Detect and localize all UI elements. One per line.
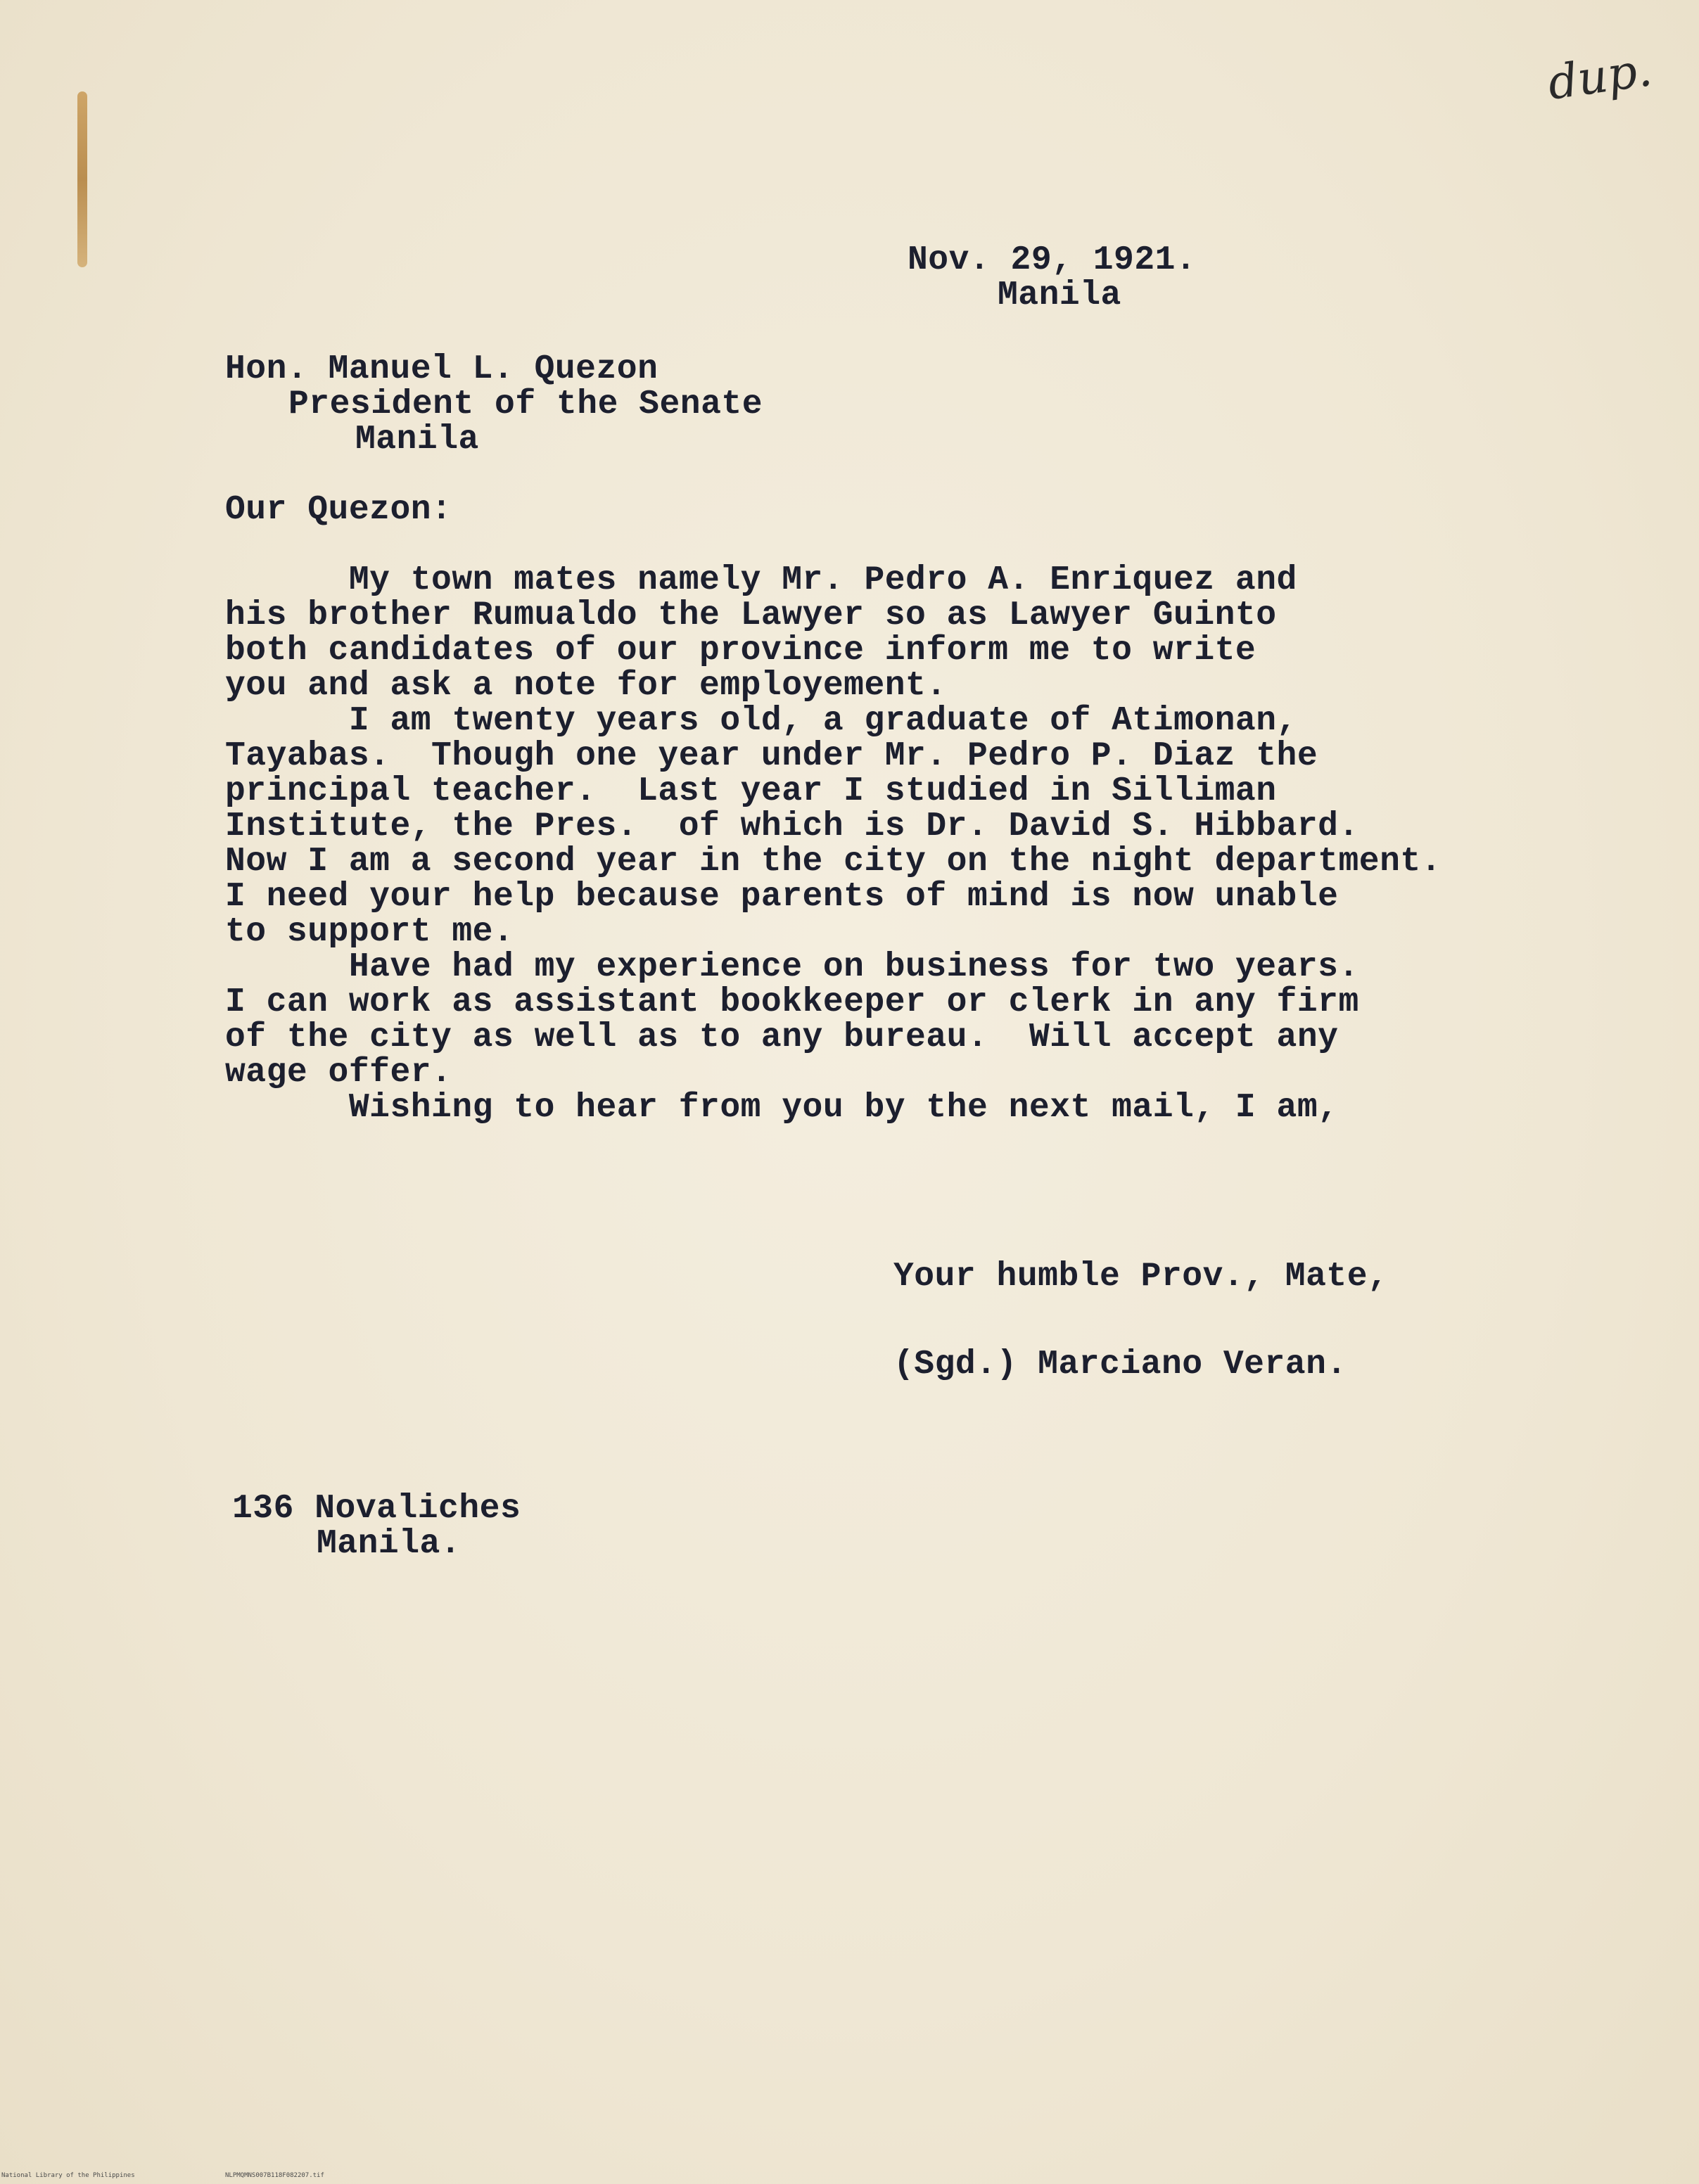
body-line: I can work as assistant bookkeeper or clerk in any firm	[225, 983, 1359, 1021]
footer-file-id: NLPMQMNS007B118F082207.tif	[225, 2172, 324, 2179]
body-line: both candidates of our province inform me to write	[225, 632, 1256, 670]
body-line: I need your help because parents of mind is now unable	[225, 878, 1339, 916]
recipient-title: President of the Senate	[288, 385, 763, 423]
body-line: to support me.	[225, 913, 514, 951]
letter-place: Manila	[998, 276, 1121, 314]
body-line: My town mates namely Mr. Pedro A. Enriquez and	[225, 561, 1297, 599]
body-line: of the city as well as to any bureau. Will accept any	[225, 1018, 1339, 1056]
footer-library: National Library of the Philippines	[1, 2172, 135, 2179]
sender-address-street: 136 Novaliches	[232, 1490, 521, 1528]
body-line: you and ask a note for employement.	[225, 667, 947, 705]
signature: (Sgd.) Marciano Veran.	[893, 1346, 1347, 1384]
body-line: principal teacher. Last year I studied in Silliman	[225, 772, 1277, 810]
handwritten-note: dup.	[1544, 42, 1655, 110]
closing: Your humble Prov., Mate,	[893, 1258, 1389, 1296]
sender-address-city: Manila.	[317, 1525, 462, 1563]
body-line: Tayabas. Though one year under Mr. Pedro P. Diaz the	[225, 737, 1318, 775]
body-line: wage offer.	[225, 1054, 452, 1092]
body-line: Wishing to hear from you by the next mail, I am,	[225, 1089, 1339, 1127]
body-line: his brother Rumualdo the Lawyer so as Lawyer Guinto	[225, 596, 1277, 634]
recipient-city: Manila	[355, 421, 479, 459]
recipient-name: Hon. Manuel L. Quezon	[225, 350, 658, 388]
body-line: Now I am a second year in the city on the night department.	[225, 843, 1442, 881]
body-line: I am twenty years old, a graduate of Atimonan,	[225, 702, 1297, 740]
body-line: Institute, the Pres. of which is Dr. David S. Hibbard.	[225, 807, 1359, 845]
body-line: Have had my experience on business for two years.	[225, 948, 1359, 986]
letter-date: Nov. 29, 1921.	[908, 241, 1197, 279]
paper-stain	[77, 91, 87, 267]
salutation: Our Quezon:	[225, 491, 452, 529]
